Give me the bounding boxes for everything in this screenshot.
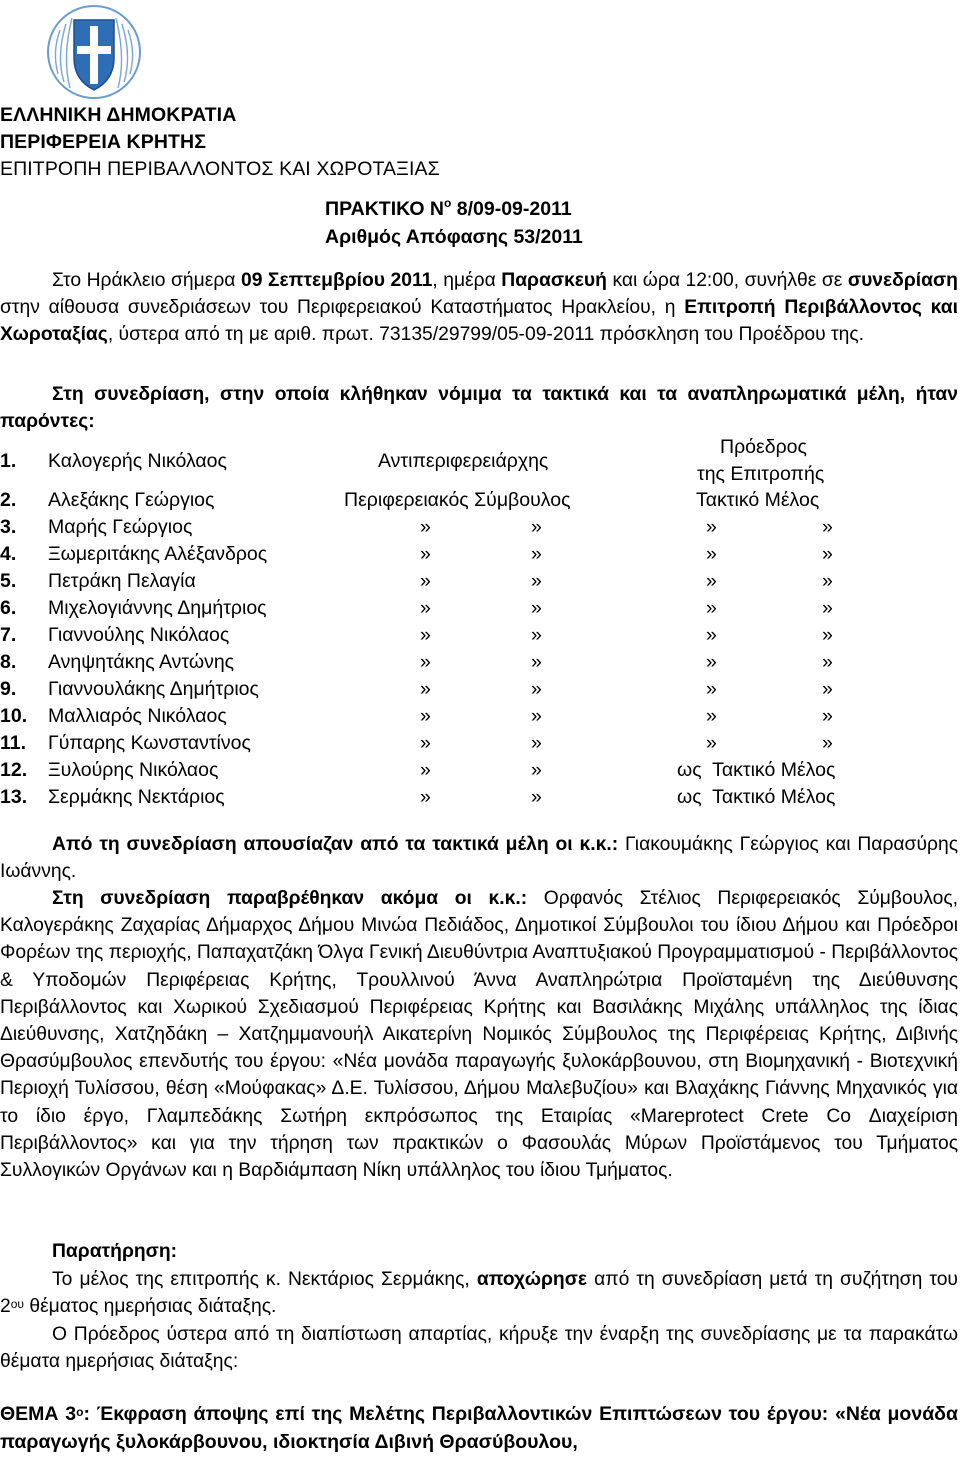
note-heading: Παρατήρηση: xyxy=(52,1241,178,1262)
header-line-republic: ΕΛΛΗΝΙΚΗ ΔΗΜΟΚΡΑΤΙΑ xyxy=(0,104,237,126)
member-row: 8. Ανηψητάκης Αντώνης » » » » xyxy=(0,651,833,673)
header-line-region: ΠΕΡΙΦΕΡΕΙΑ ΚΡΗΤΗΣ xyxy=(0,131,207,153)
member-row: 7. Γιαννούλης Νικόλαος » » » » xyxy=(0,624,833,646)
president-paragraph: Ο Πρόεδρος ύστερα από τη διαπίστωση απαρτίας, κήρυξε την έναρξη της συνεδρίασης με τα παρακάτω θέματα ημερήσιας διάταξης: xyxy=(0,1324,958,1373)
member-row: 2. Αλεξάκης Γεώργιος Περιφερειακός Σύμβουλος Τακτικό Μέλος xyxy=(0,489,820,511)
member-row: 3. Μαρής Γεώργιος » » » » xyxy=(0,516,833,538)
present-heading: Στη συνεδρίαση, στην οποία κλήθηκαν νόμιμα τα τακτικά και τα αναπληρωματικά μέλη, ήταν παρόντες: xyxy=(0,384,958,433)
member-row: 10. Μαλλιαρός Νικόλαος » » » » xyxy=(0,705,833,727)
member-row: 6. Μιχελογιάννης Δημήτριος » » » » xyxy=(0,597,833,619)
intro-paragraph: Στο Ηράκλειο σήμερα 09 Σεπτεμβρίου 2011, ημέρα Παρασκευή και ώρα 12:00, συνήλθε σε συνεδρίαση στην αίθουσα συνεδριάσεων του Περιφερειακού Καταστήματος Ηρακλείου, η Επιτροπή Περιβάλλοντος και Χωροταξίας, ύστερα από τη με αριθ. πρωτ. 73135/29799/05-09-2011 πρόσκληση του Προέδρου της. xyxy=(0,270,958,346)
member-row: 9. Γιαννουλάκης Δημήτριος » » » » xyxy=(0,678,833,700)
member-row: 12. Ξυλούρης Νικόλαος » » ως Τακτικό Μέλος xyxy=(0,759,836,781)
note-paragraph: Το μέλος της επιτροπής κ. Νεκτάριος Σερμάκης, αποχώρησε από τη συνεδρίαση μετά τη συζήτηση του $2^{o\upsilon}$ θέματος ημερήσιας διάταξης. xyxy=(0,1269,958,1318)
member-row: 4. Ξωμεριτάκης Αλέξανδρος » » » » xyxy=(0,543,833,565)
member-row: 5. Πετράκη Πελαγία » » » » xyxy=(0,570,833,592)
decision-number: Αριθμός Απόφασης 53/2011 xyxy=(325,226,583,248)
header-line-committee: ΕΠΙΤΡΟΠΗ ΠΕΡΙΒΑΛΛΟΝΤΟΣ ΚΑΙ ΧΩΡΟΤΑΞΙΑΣ xyxy=(0,158,440,180)
member-position-president: Πρόεδρος xyxy=(720,436,807,458)
member-row: 13. Σερμάκης Νεκτάριος » » ως Τακτικό Μέλος xyxy=(0,786,836,808)
greek-coat-of-arms-emblem xyxy=(46,4,142,100)
topic-heading: ΘΕΜΑ $3^o$: Έκφραση άποψης επί της Μελέτης Περιβαλλοντικών Επιπτώσεων του έργου: «Νέα μονάδα παραγωγής ξυλοκάρβουνου, ιδιοκτησία Διβινή Θρασύβουλου, xyxy=(0,1403,958,1453)
absent-paragraph: Από τη συνεδρίαση απουσίαζαν από τα τακτικά μέλη οι κ.κ.: Γιακουμάκης Γεώργιος και Παρασύρης Ιωάννης. xyxy=(0,834,958,883)
member-row: 1. Καλογερής Νικόλαος Αντιπεριφερειάρχης xyxy=(0,450,549,472)
member-row: 11. Γύπαρης Κωνσταντίνος » » » » xyxy=(0,732,833,754)
member-position-committee: της Επιτροπής xyxy=(697,463,825,485)
minutes-title: ΠΡΑΚΤΙΚΟ $N^o$ 8/09-09-2011 xyxy=(325,196,572,220)
attended-paragraph: Στη συνεδρίαση παραβρέθηκαν ακόμα οι κ.κ.: Ορφανός Στέλιος Περιφερειακός Σύμβουλος, Καλογεράκης Ζαχαρίας Δήμαρχος Δήμου Μινώα Πεδιάδος, Δημοτικοί Σύμβουλοι του ίδιου Δήμου και Πρόεδροι Φορέων της περιοχής, Παπαχατζάκη Όλγα Γενική Διευθύντρια Αναπτυξιακού Προγραμματισμού - Περιβάλλοντος & Υποδομών Περιφέρειας Κρήτης, Τρουλλινού Άννα Αναπληρώτρια Προϊσταμένη της Διεύθυνσης Περιβάλλοντος και Χωρικού Σχεδιασμού Περιφέρειας Κρήτης και Βασιλάκης Μιχάλης υπάλληλος της ίδιας Διεύθυνσης, Χατζηδάκη – Χατζημμανουήλ Αικατερίνη Νομικός Σύμβουλος της Περιφέρειας Κρήτης, Διβινής Θρασύμβουλος επενδυτής του έργου: «Νέα μονάδα παραγωγής ξυλοκάρβουνου, στη Βιομηχανική - Βιοτεχνική Περιοχή Τυλίσσου, θέση «Μούφακας» Δ.Ε. Τυλίσσου, Δήμου Μαλεβυζίου» και Βλαχάκης Γιάννης Μηχανικός για το ίδιο έργο, Γλαμπεδάκης Σωτήρη εκπρόσωπος της Εταιρίας «Mareprotect Crete Co Διαχείριση Περιβάλλοντος» και για την τήρηση των πρακτικών ο Φασουλάς Μύρων Προϊστάμενος του Τμήματος Συλλογικών Οργάνων και η Βαρδιάμπαση Νίκη υπάλληλος του ίδιου Τμήματος. xyxy=(0,888,958,1182)
